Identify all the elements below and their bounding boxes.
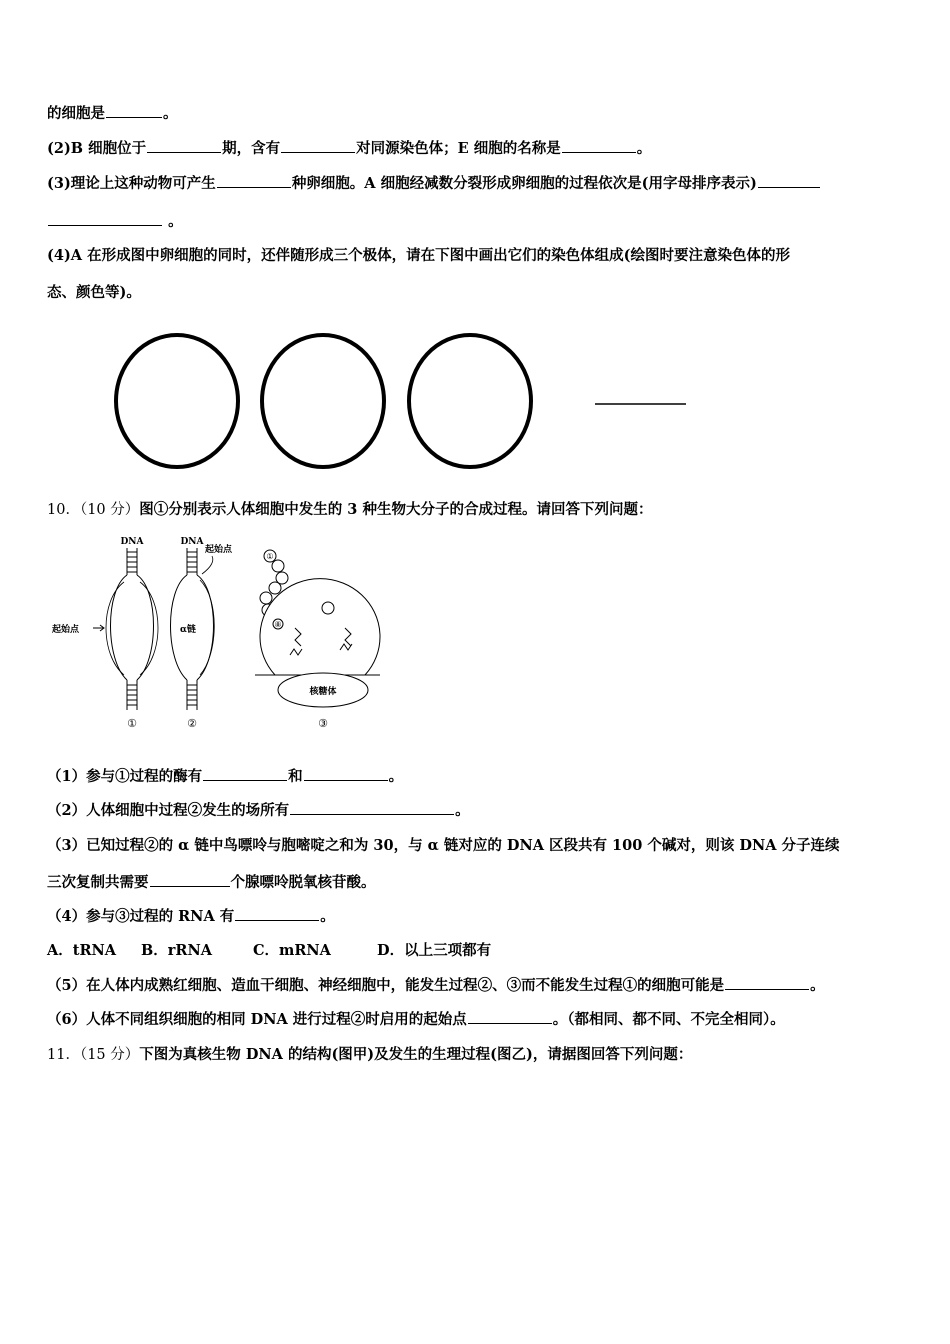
answer-blank[interactable] (217, 173, 291, 188)
answer-blank[interactable] (468, 1009, 552, 1024)
polar-body-drawing-area[interactable] (100, 328, 720, 482)
q10-stem (47, 498, 910, 519)
answer-blank[interactable] (290, 800, 454, 815)
answer-blank[interactable] (281, 138, 355, 153)
question-stem: 图①分别表示人体细胞中发生的 3 种生物大分子的合成过程。请回答下列问题： (139, 501, 653, 518)
answer-blank[interactable] (725, 975, 809, 990)
q9-text: 种卵细胞。A 细胞经减数分裂形成卵细胞的过程依次是(用字母排序表示) (291, 175, 757, 192)
q9-line-2 (47, 137, 910, 158)
answer-blank[interactable] (304, 766, 388, 781)
q9-text: (3)理论上这种动物可产生 (47, 175, 216, 192)
sub-question-text: 个腺嘌呤脱氧核苷酸。 (230, 874, 376, 891)
question-number: 10． (47, 502, 80, 518)
q10-sub5 (47, 974, 910, 995)
q9-line-5 (47, 244, 910, 265)
option-d[interactable]: D．以上三项都有 (377, 942, 492, 959)
q10-sub1 (47, 765, 910, 786)
drawing-circle-3[interactable] (409, 335, 531, 467)
option-c[interactable]: C．mRNA (253, 942, 331, 959)
q10-sub3-line-2 (47, 871, 910, 892)
q10-sub2 (47, 799, 910, 820)
answer-blank[interactable] (203, 766, 287, 781)
q9-text: 态、颜色等)。 (47, 284, 141, 301)
answer-blank[interactable] (758, 173, 820, 188)
q9-text: (2)B 细胞位于 (47, 140, 147, 157)
panel-number-1: ① (127, 717, 137, 730)
sub-question-text: （4）参与③过程的 RNA 有 (47, 908, 235, 925)
sub-question-text: （5）在人体内成熟红细胞、造血干细胞、神经细胞中，能发生过程②、③而不能发生过程①的细胞可能是 (47, 977, 725, 994)
dna-label-2: DNA (180, 537, 204, 547)
question-points: （10 分） (79, 502, 140, 518)
bead-number-1: ① (266, 552, 274, 561)
question-points: （15 分） (79, 1047, 140, 1063)
option-a[interactable]: A．tRNA (47, 942, 117, 959)
q9-text: 对同源染色体；E 细胞的名称是 (356, 140, 561, 157)
q10-sub6 (47, 1008, 910, 1029)
alpha-chain-label: α链 (180, 625, 196, 635)
bead-number-8: ⑧ (274, 620, 282, 629)
sub-question-text: （2）人体细胞中过程②发生的场所有 (47, 802, 290, 819)
drawing-circle-2[interactable] (262, 335, 384, 467)
sub-question-text: 。（都相同、都不同、不完全相同）。 (552, 1011, 785, 1028)
sub-question-text: 三次复制共需要 (47, 874, 149, 891)
ribosome-label: 核糖体 (309, 687, 337, 697)
sub-question-text: 和 (288, 768, 303, 785)
sub-question-text: （3）已知过程②的 α 链中鸟嘌呤与胞嘧啶之和为 30，与 α 链对应的 DNA 区段共有 100 个碱对，则该 DNA 分子连续 (47, 837, 840, 854)
option-b[interactable]: B．rRNA (141, 942, 212, 959)
answer-blank[interactable] (150, 872, 230, 887)
sub-question-text: （6）人体不同组织细胞的相同 DNA 进行过程②时启用的起始点 (47, 1011, 467, 1028)
q9-text: 的细胞是 (47, 105, 105, 122)
q10-options (47, 939, 910, 960)
q9-line-1 (47, 102, 910, 123)
answer-blank[interactable] (147, 138, 221, 153)
q9-text: 期，含有 (222, 140, 281, 157)
sub-question-text: （1）参与①过程的酶有 (47, 768, 203, 785)
panel-number-2: ② (187, 717, 197, 730)
origin-label-left: 起始点 (52, 625, 80, 635)
q9-line-3 (47, 172, 910, 193)
sub-question-text: 。 (388, 768, 404, 785)
sub-question-text: 。 (810, 977, 825, 994)
q9-text: 。 (168, 213, 183, 230)
answer-blank[interactable] (106, 103, 162, 118)
sub-question-text: 。 (320, 908, 335, 925)
drawing-circle-1[interactable] (116, 335, 238, 467)
synthesis-figure (50, 530, 337, 739)
q9-text: 。 (636, 140, 652, 157)
replication-diagram (93, 548, 158, 710)
question-number: 11． (47, 1047, 80, 1063)
q9-text: (4)A 在形成图中卵细胞的同时，还伴随形成三个极体，请在下图中画出它们的染色体组成(绘图时要注意染色体的形 (47, 247, 790, 264)
q10-sub4 (47, 905, 910, 926)
question-stem: 下图为真核生物 DNA 的结构(图甲)及发生的生理过程(图乙)，请据图回答下列问题： (139, 1046, 693, 1063)
q10-sub3-line-1 (47, 834, 910, 855)
panel-number-3: ③ (318, 717, 328, 730)
q9-text: 。 (163, 105, 178, 122)
q11-stem (47, 1043, 910, 1064)
origin-label-top: 起始点 (205, 545, 233, 555)
q9-line-6 (47, 281, 910, 302)
answer-blank[interactable] (562, 138, 636, 153)
sub-question-text: 。 (455, 802, 470, 819)
q9-line-4 (47, 210, 910, 231)
dna-label-1: DNA (120, 537, 144, 547)
answer-blank[interactable] (235, 906, 319, 921)
answer-blank[interactable] (48, 211, 162, 226)
